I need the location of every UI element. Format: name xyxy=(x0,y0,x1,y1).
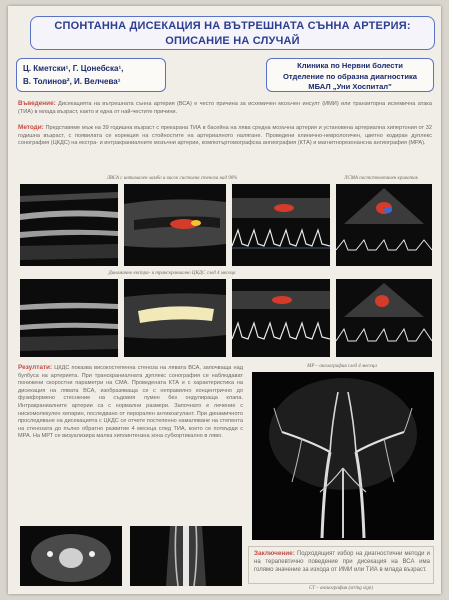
caption-ct: CT – ангиография (string sign) xyxy=(308,586,374,591)
caption-mra: МР – ангиография след 4 месеца xyxy=(307,364,377,369)
conclusion-label: Заключение: xyxy=(254,550,295,557)
transcranial-doppler-image-1 xyxy=(336,184,432,266)
ct-angiography-image-1 xyxy=(20,526,122,586)
affiliation-line-1: Клиника по Нервни болести xyxy=(297,61,403,70)
ultrasound-image-1 xyxy=(20,184,118,266)
poster-title xyxy=(30,16,435,50)
caption-row1-left: ЛВСА с интимален ламбо и висок систолна стеноза над 90% xyxy=(106,176,238,181)
ct-angiography-image-2 xyxy=(130,526,242,586)
authors-line-2: В. Толинов², И. Велчева¹ xyxy=(23,77,121,86)
introduction-label: Въведение: xyxy=(18,100,56,107)
introduction-paragraph xyxy=(18,100,432,116)
doppler-spectrum-image-2 xyxy=(232,279,330,357)
introduction-text: Дисекацията на вътрешната сънна артерия (ВСА) е често причина за исхемичен мозъчен инсулт (ИМИ) или транзиторна исхемична атака (ТИА) в млада възраст, както и една от най-честите причини. xyxy=(18,101,432,115)
caption-row2: Динамично екстра- и транскраниално ЦКДС след 4 месеца xyxy=(108,271,236,276)
authors-box xyxy=(16,58,166,92)
authors-line-1: Ц. Кметски¹, Г. Цонебска¹, xyxy=(23,64,124,73)
doppler-spectrum-image-1 xyxy=(232,184,330,266)
affiliation-line-3: МБАЛ „Уни Хоспитал" xyxy=(308,82,392,91)
results-paragraph xyxy=(18,364,243,441)
title-line-2: ОПИСАНИЕ НА СЛУЧАЙ xyxy=(165,35,300,47)
affiliation-box xyxy=(266,58,434,92)
results-label: Резултати: xyxy=(18,364,53,371)
transcranial-doppler-image-2 xyxy=(336,279,432,357)
results-text: ЦКДС показва високостепенна стеноза на лявата ВСА, започваща над булбуса на артерията. При транскраниалната дуплекс сонография се наблюдават понижени скоростни параметри на СМА. Проведената КТА е с характеристика на дисекация на лявата ВСА, изобразяваща се с неправилно концентрично до фузиформено стеснение на съдовия лумен без ондулираща клапа. Интракраниалните артерии са с нормални размери. Започнато е лечение с нискомолекулен хепарин, последвано от перорален антикоагулант. При динамичното проследяване на дисекацията с ЦКДС се отчете постепенно намаляване на степента на стенозата до пълно обратно развитие 4 месеца след ТИА, което се потвърди с МРА. На МРТ се визуализира малка хипоинтензна зона субкортикално в ляво. xyxy=(18,365,243,440)
caption-row1-right: ЛСМА постстенотичен кривоток xyxy=(344,176,418,181)
conclusion-paragraph xyxy=(254,550,430,574)
poster xyxy=(8,6,441,594)
affiliation-line-2: Отделение по образна диагностика xyxy=(282,71,418,81)
conclusion-text: Подходящият избор на диагностични методи и на терапевтично поведение при дисекация на ВСА има голямо значение за изхода от ИМИ или ТИА в млада възраст. xyxy=(254,551,430,573)
mra-image xyxy=(252,372,434,540)
ultrasound-image-2 xyxy=(124,184,226,266)
methods-text: Представяме мъж на 39 годишна възраст с прекарана ТИА в басейна на лява средна мозъчна артерия и установена артериална хипертония от 32 годишна възраст, с появилата се корекция на стойностите на артериалното налягане. Проведени клинично-неврологичен, цветно кодиран дуплекс сонография (ЦКДС) на екстра- и интракраниалните мозъчни артерии, компютъртомографска ангиография (КТА) и магнитнорезонансна ангиография (МРА). xyxy=(18,125,432,147)
title-line-1: СПОНТАННА ДИСЕКАЦИЯ НА ВЪТРЕШНАТА СЪННА АРТЕРИЯ: xyxy=(54,20,411,32)
ultrasound-image-3 xyxy=(20,279,118,357)
ultrasound-image-4 xyxy=(124,279,226,357)
methods-paragraph xyxy=(18,124,432,148)
methods-label: Методи: xyxy=(18,124,44,131)
